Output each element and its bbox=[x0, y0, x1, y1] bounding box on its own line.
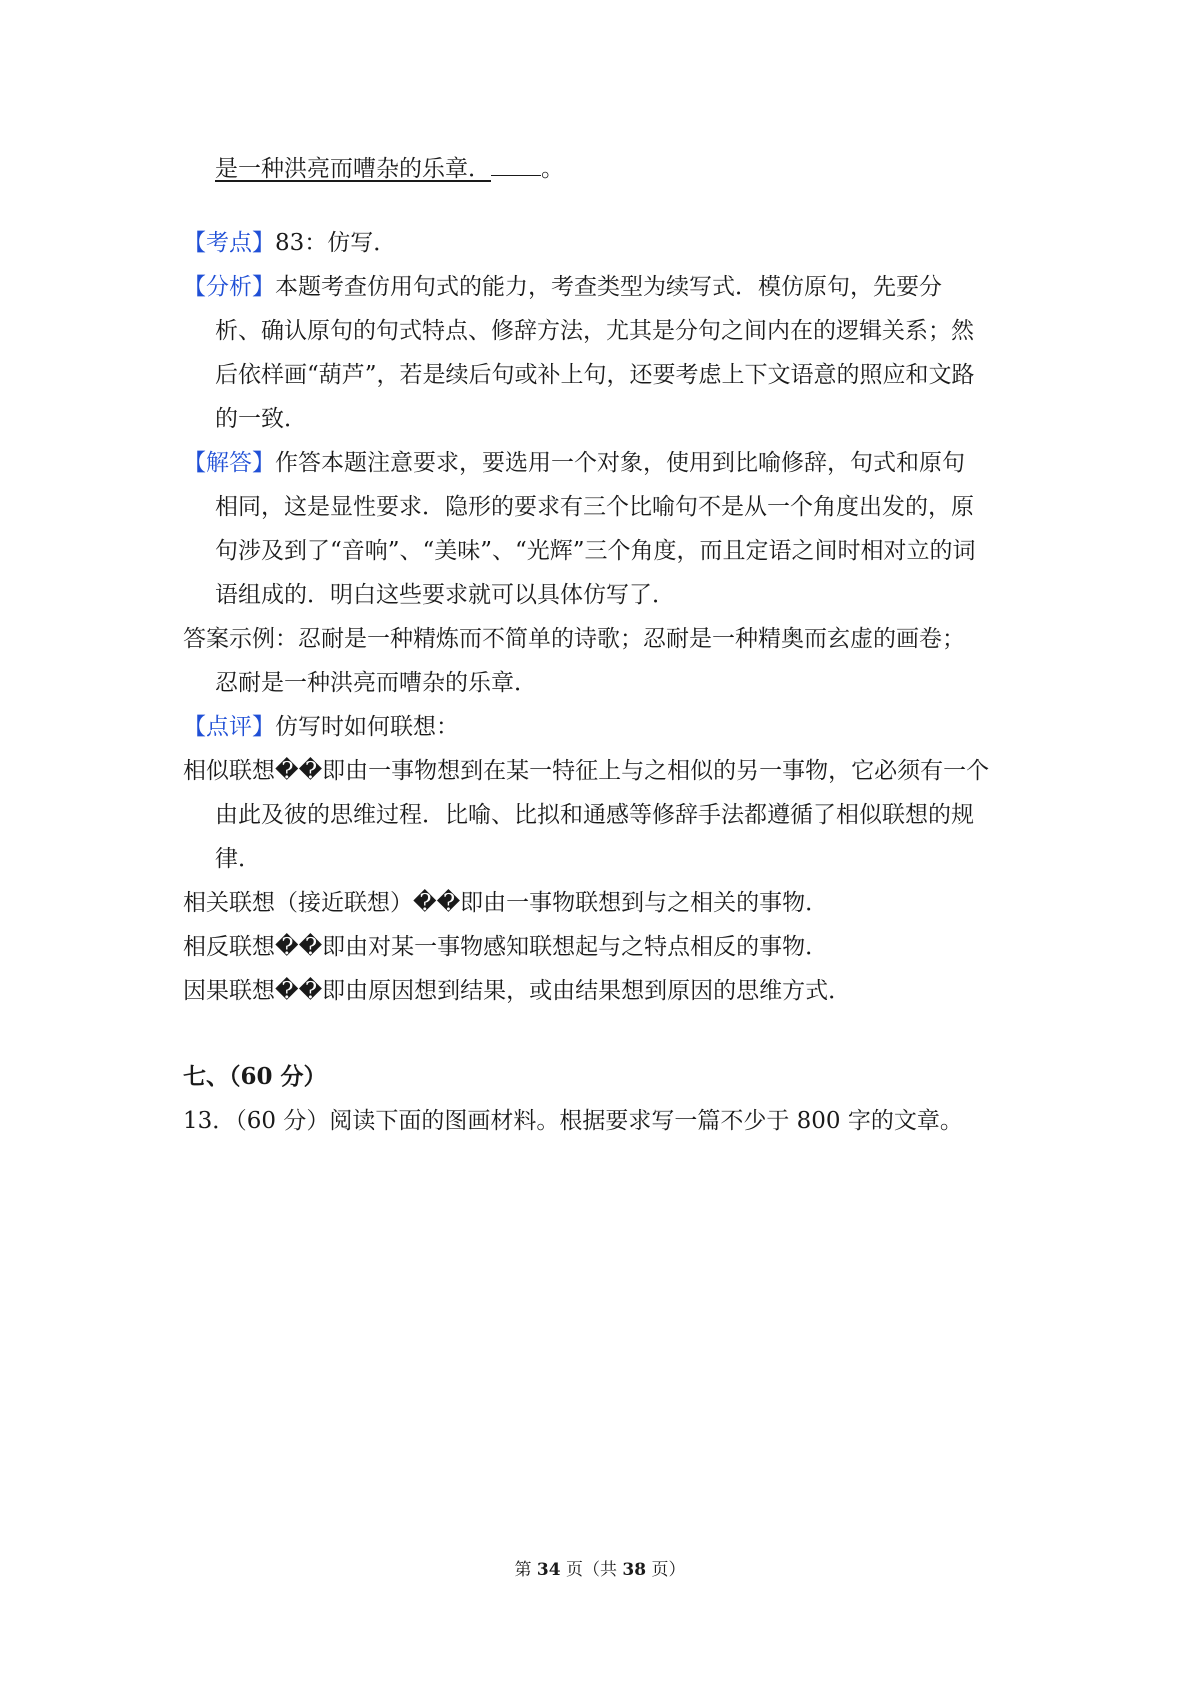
continued-answer-line bbox=[215, 153, 1055, 184]
question-13: 13．（60 分）阅读下面的图画材料。根据要求写一篇不少于 800 字的文章。 bbox=[183, 1108, 963, 1134]
similar-line-2: 由此及彼的思维过程．比喻、比拟和通感等修辞手法都遵循了相似联想的规 bbox=[215, 802, 974, 828]
footer-total-pages: 38 bbox=[622, 1560, 647, 1580]
kaodian-text: 83：仿写． bbox=[275, 230, 397, 256]
footer-suffix: 页） bbox=[646, 1560, 686, 1580]
footer-page-number: 34 bbox=[536, 1560, 561, 1580]
fenxi-text-1: 本题考查仿用句式的能力，考查类型为续写式．模仿原句，先要分 bbox=[275, 274, 942, 300]
fenxi-tag: 【分析】 bbox=[183, 274, 275, 300]
section-7-heading: 七、（60 分） bbox=[183, 1063, 327, 1090]
jieda-text-1: 作答本题注意要求，要选用一个对象，使用到比喻修辞，句式和原句 bbox=[275, 450, 965, 476]
jieda-line-3: 句涉及到了“音响”、“美味”、“光辉”三个角度，而且定语之间时相对立的词 bbox=[215, 538, 976, 564]
dianping-line bbox=[183, 712, 1023, 742]
fenxi-line-2: 析、确认原句的句式特点、修辞方法，尤其是分句之间内在的逻辑关系；然 bbox=[215, 318, 974, 344]
opposite-line: 相反联想��即由对某一事物感知联想起与之特点相反的事物． bbox=[183, 934, 829, 960]
causal-line: 因果联想��即由原因想到结果，或由结果想到原因的思维方式． bbox=[183, 978, 852, 1004]
jieda-line-2: 相同，这是显性要求．隐形的要求有三个比喻句不是从一个角度出发的，原 bbox=[215, 494, 974, 520]
dianping-text: 仿写时如何联想： bbox=[275, 714, 459, 740]
jieda-tag: 【解答】 bbox=[183, 450, 275, 476]
footer-prefix: 第 bbox=[514, 1560, 537, 1580]
jieda-line-4: 语组成的．明白这些要求就可以具体仿写了． bbox=[215, 582, 675, 608]
kaodian-tag: 【考点】 bbox=[183, 230, 275, 256]
answer-line-2: 忍耐是一种洪亮而嘈杂的乐章． bbox=[215, 670, 537, 696]
jieda-line-1 bbox=[183, 448, 1023, 478]
end-mark: 。 bbox=[541, 156, 564, 182]
fenxi-line-4: 的一致． bbox=[215, 406, 307, 432]
dianping-tag: 【点评】 bbox=[183, 714, 275, 740]
footer-middle: 页（共 bbox=[560, 1560, 623, 1580]
fenxi-line-3: 后依样画“葫芦”，若是续后句或补上句，还要考虑上下文语意的照应和文路 bbox=[215, 362, 975, 388]
similar-line-3: 律． bbox=[215, 846, 261, 872]
answer-blank bbox=[491, 153, 541, 176]
fenxi-line-1 bbox=[183, 272, 1023, 302]
similar-line-1: 相似联想��即由一事物想到在某一特征上与之相似的另一事物，它必须有一个 bbox=[183, 758, 990, 784]
page-footer bbox=[0, 1558, 1200, 1582]
related-line: 相关联想（接近联想）��即由一事物联想到与之相关的事物． bbox=[183, 890, 829, 916]
underlined-answer: 是一种洪亮而嘈杂的乐章． bbox=[215, 156, 491, 182]
kaodian-line bbox=[183, 228, 1023, 258]
answer-line-1: 答案示例：忍耐是一种精炼而不简单的诗歌；忍耐是一种精奥而玄虚的画卷； bbox=[183, 626, 965, 652]
